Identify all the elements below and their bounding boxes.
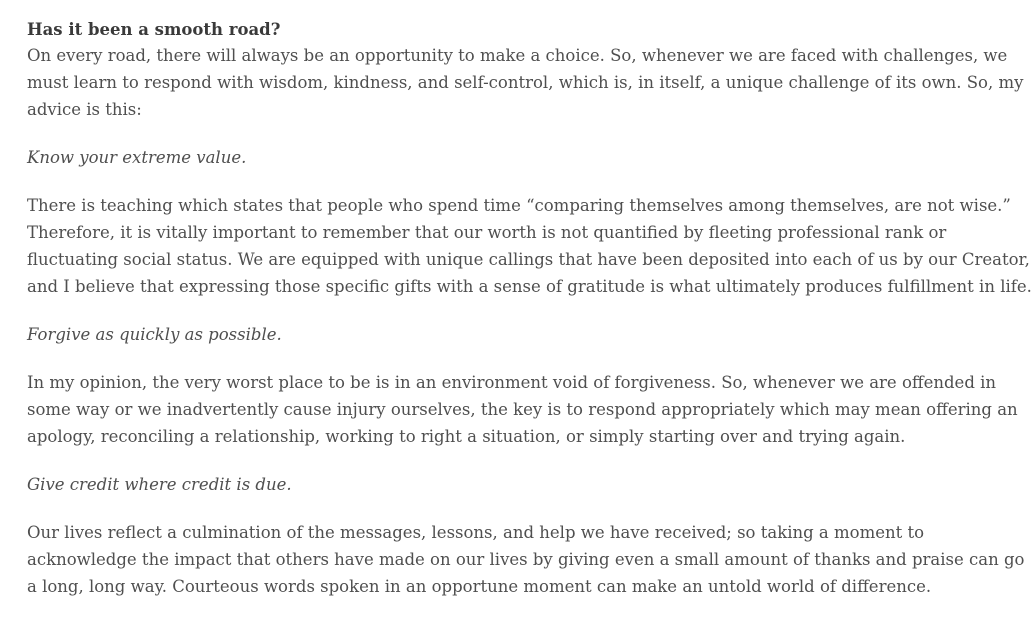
advice-body-credit: Our lives reflect a culmination of the messages, lessons, and help we have received; so taking a moment to acknowledge the impact that others have made on our lives by giving even a small amount of thanks and praise can go a long, long way. Courteous words spoken in an opportune moment can make an untold world of difference. (27, 523, 1025, 596)
advice-title-forgive: Forgive as quickly as possible. (27, 325, 282, 344)
advice-body-value: There is teaching which states that people who spend time “comparing themselves among themselves, are not wise.” Therefore, it is vitally important to remember that our worth is not quantified by fleeting professional rank or fluctuating social status. We are equipped with unique callings that have been deposited into each of us by our Creator, and I believe that expressing those specific gifts with a sense of gratitude is what ultimately produces fulfillment in life. (27, 196, 1032, 296)
intro-paragraph: On every road, there will always be an opportunity to make a choice. So, whenever we are faced with challenges, we must learn to respond with wisdom, kindness, and self-control, which is, in itself, a unique challenge of its own. So, my advice is this: (27, 46, 1024, 119)
advice-body-forgive: In my opinion, the very worst place to be is in an environment void of forgiveness. So, whenever we are offended in some way or we inadvertently cause injury ourselves, the key is to respond appropriately which may mean offering an apology, reconciling a relationship, working to right a situation, or simply starting over and trying again. (27, 373, 1018, 446)
advice-title-value: Know your extreme value. (27, 148, 247, 167)
section-heading: Has it been a smooth road? (27, 20, 281, 39)
advice-title-credit: Give credit where credit is due. (27, 475, 292, 494)
article-body (27, 18, 1032, 621)
